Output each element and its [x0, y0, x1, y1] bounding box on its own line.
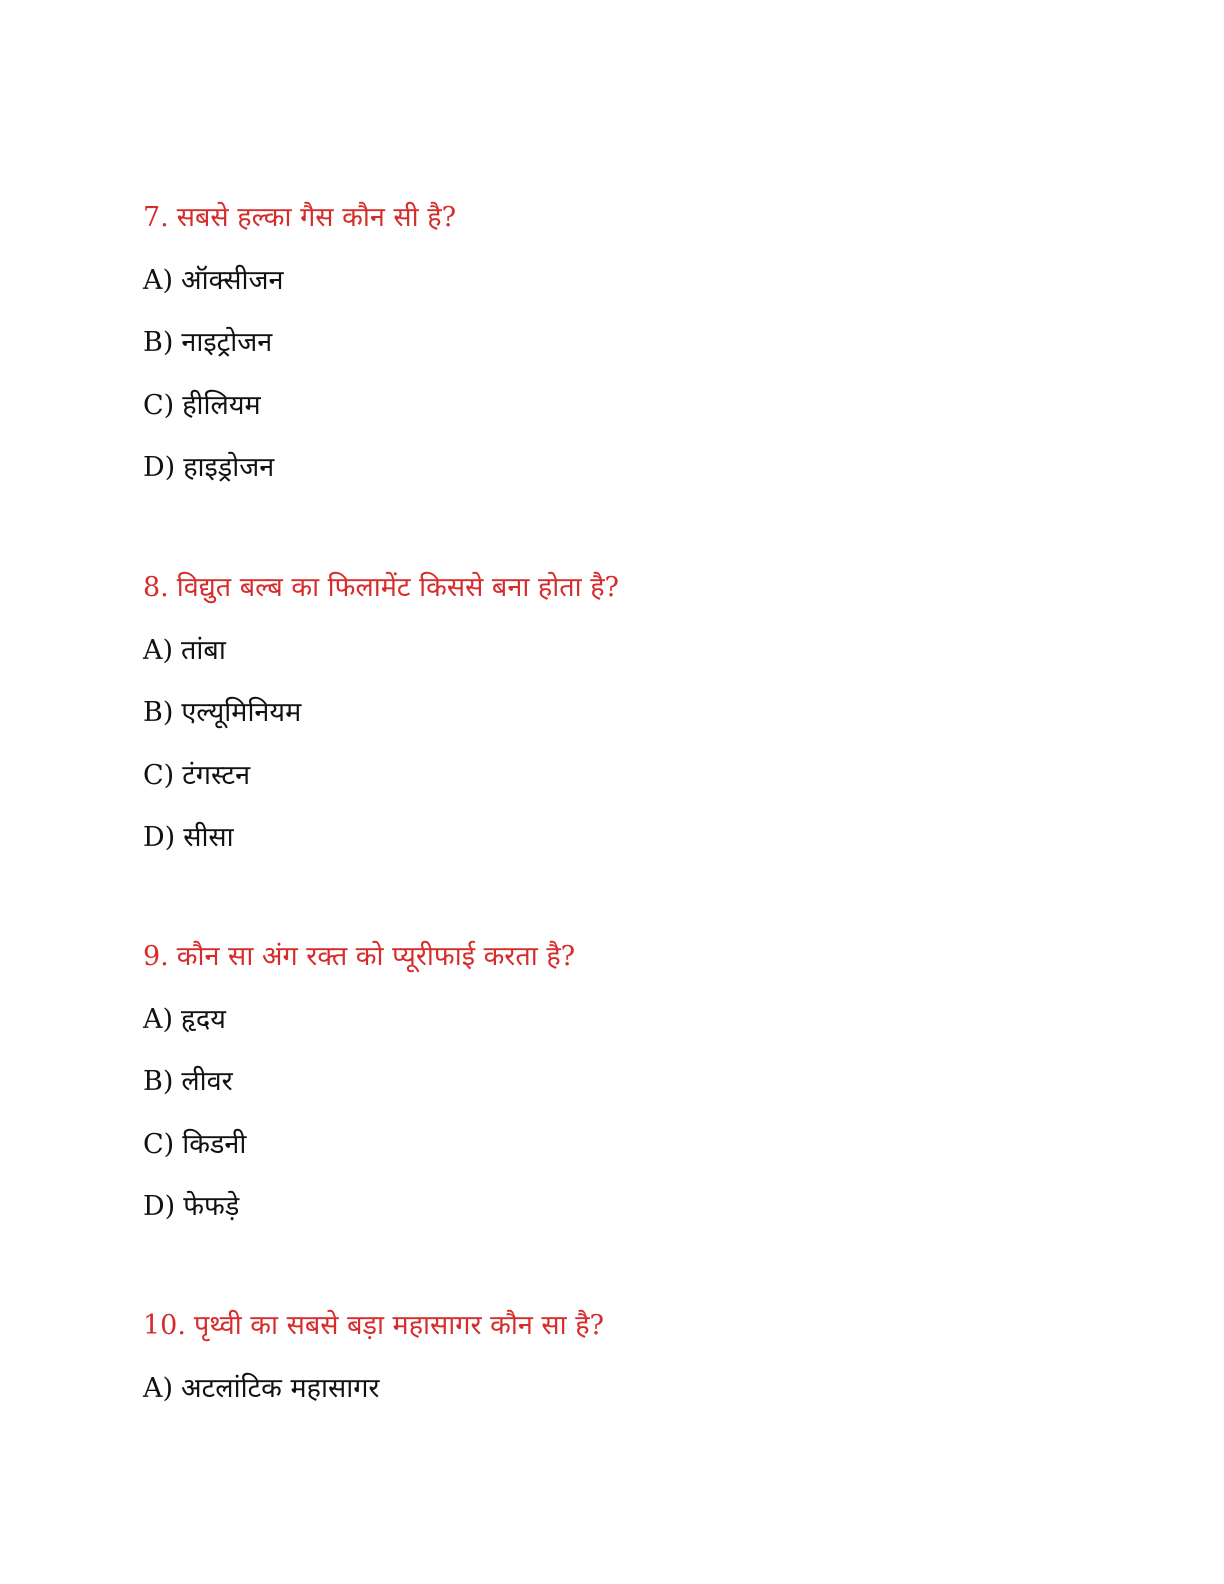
question-label: विद्युत बल्ब का फिलामेंट किससे बना होता है?: [176, 572, 620, 603]
question-text: [143, 570, 619, 606]
option-text: हीलियम: [182, 390, 261, 421]
question-text: [143, 1308, 604, 1344]
question-text: [143, 200, 456, 236]
option-letter: A): [143, 1373, 174, 1404]
option-text: ऑक्सीजन: [181, 265, 284, 296]
option-text: टंगस्टन: [182, 760, 251, 791]
option-d: [143, 450, 274, 486]
option-letter: A): [143, 1004, 174, 1035]
option-letter: D): [143, 822, 176, 853]
option-text: एल्यूमिनियम: [181, 697, 302, 728]
option-c: [143, 1127, 246, 1163]
option-b: [143, 695, 301, 731]
option-text: अटलांटिक महासागर: [181, 1373, 380, 1404]
option-text: सीसा: [183, 822, 234, 853]
option-c: [143, 388, 261, 424]
option-letter: C): [143, 390, 175, 421]
option-a: [143, 633, 226, 669]
question-label: पृथ्वी का सबसे बड़ा महासागर कौन सा है?: [193, 1310, 605, 1341]
option-letter: D): [143, 452, 176, 483]
option-text: नाइट्रोजन: [181, 327, 273, 358]
option-d: [143, 820, 234, 856]
option-letter: C): [143, 1129, 175, 1160]
option-text: हृदय: [181, 1004, 226, 1035]
option-d: [143, 1189, 239, 1225]
option-text: तांबा: [181, 635, 226, 666]
option-letter: B): [143, 327, 174, 358]
question-number: 8.: [143, 572, 169, 603]
option-letter: D): [143, 1191, 176, 1222]
question-label: सबसे हल्का गैस कौन सी है?: [176, 202, 457, 233]
option-c: [143, 758, 250, 794]
option-text: लीवर: [181, 1066, 233, 1097]
question-label: कौन सा अंग रक्त को प्यूरीफाई करता है?: [176, 941, 576, 972]
option-a: [143, 1002, 226, 1038]
option-b: [143, 1064, 233, 1100]
option-letter: C): [143, 760, 175, 791]
option-letter: A): [143, 635, 174, 666]
option-b: [143, 325, 272, 361]
option-a: [143, 263, 284, 299]
question-text: [143, 939, 575, 975]
option-letter: A): [143, 265, 174, 296]
option-letter: B): [143, 697, 174, 728]
option-letter: B): [143, 1066, 174, 1097]
option-text: किडनी: [182, 1129, 247, 1160]
question-number: 9.: [143, 941, 169, 972]
question-number: 7.: [143, 202, 169, 233]
option-text: फेफड़े: [183, 1191, 240, 1222]
option-a: [143, 1371, 379, 1407]
option-text: हाइड्रोजन: [183, 452, 275, 483]
question-number: 10.: [143, 1310, 186, 1341]
